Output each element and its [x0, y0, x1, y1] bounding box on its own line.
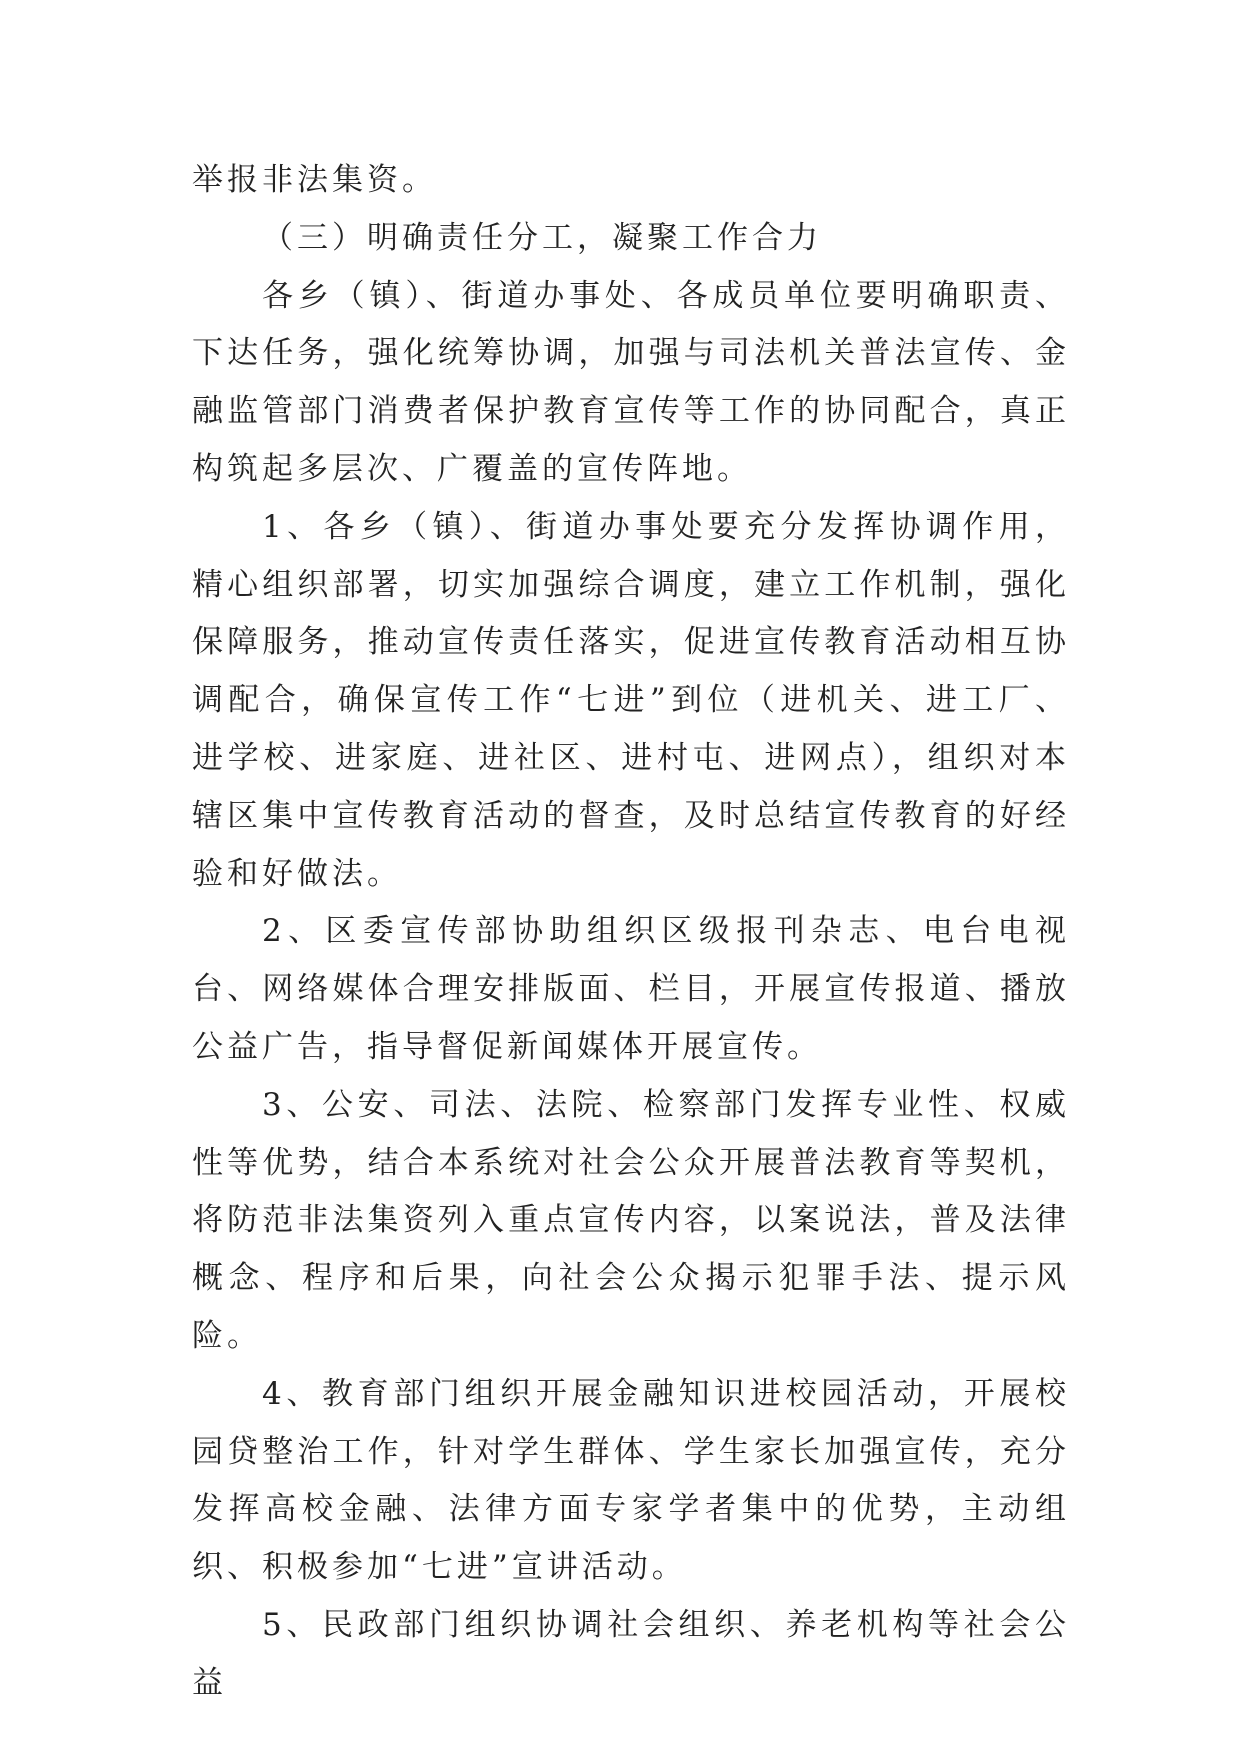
- section-heading: （三）明确责任分工，凝聚工作合力: [262, 219, 822, 256]
- paragraph-item-1: 1、各乡（镇）、街道办事处要充分发挥协调作用，精心组织部署，切实加强综合调度，建立工作机制，强化保障服务，推动宣传责任落实，促进宣传教育活动相互协调配合，确保宣传工作“七进”到位（进机关、进工厂、进学校、进家庭、进社区、进村屯、进网点），组织对本辖区集中宣传教育活动的督查，及时总结宣传教育的好经验和好做法。: [192, 508, 1070, 892]
- paragraph-item-4: 4、教育部门组织开展金融知识进校园活动，开展校园贷整治工作，针对学生群体、学生家长加强宣传，充分发挥高校金融、法律方面专家学者集中的优势，主动组织、积极参加“七进”宣讲活动。: [192, 1375, 1070, 1586]
- paragraph-continuation: 举报非法集资。: [192, 162, 437, 198]
- paragraph-intro: 各乡（镇）、街道办事处、各成员单位要明确职责、下达任务，强化统筹协调，加强与司法机关普法宣传、金融监管部门消费者保护教育宣传等工作的协同配合，真正构筑起多层次、广覆盖的宣传阵地。: [192, 277, 1070, 487]
- paragraph-item-3: 3、公安、司法、法院、检察部门发挥专业性、权威性等优势，结合本系统对社会公众开展普法教育等契机，将防范非法集资列入重点宣传内容，以案说法，普及法律概念、程序和后果，向社会公众揭示犯罪手法、提示风险。: [192, 1086, 1070, 1354]
- paragraph-item-5: 5、民政部门组织协调社会组织、养老机构等社会公益: [192, 1606, 1070, 1701]
- paragraph-item-2: 2、区委宣传部协助组织区级报刊杂志、电台电视台、网络媒体合理安排版面、栏目，开展宣传报道、播放公益广告，指导督促新闻媒体开展宣传。: [192, 913, 1070, 1065]
- document-body: [192, 152, 1070, 1713]
